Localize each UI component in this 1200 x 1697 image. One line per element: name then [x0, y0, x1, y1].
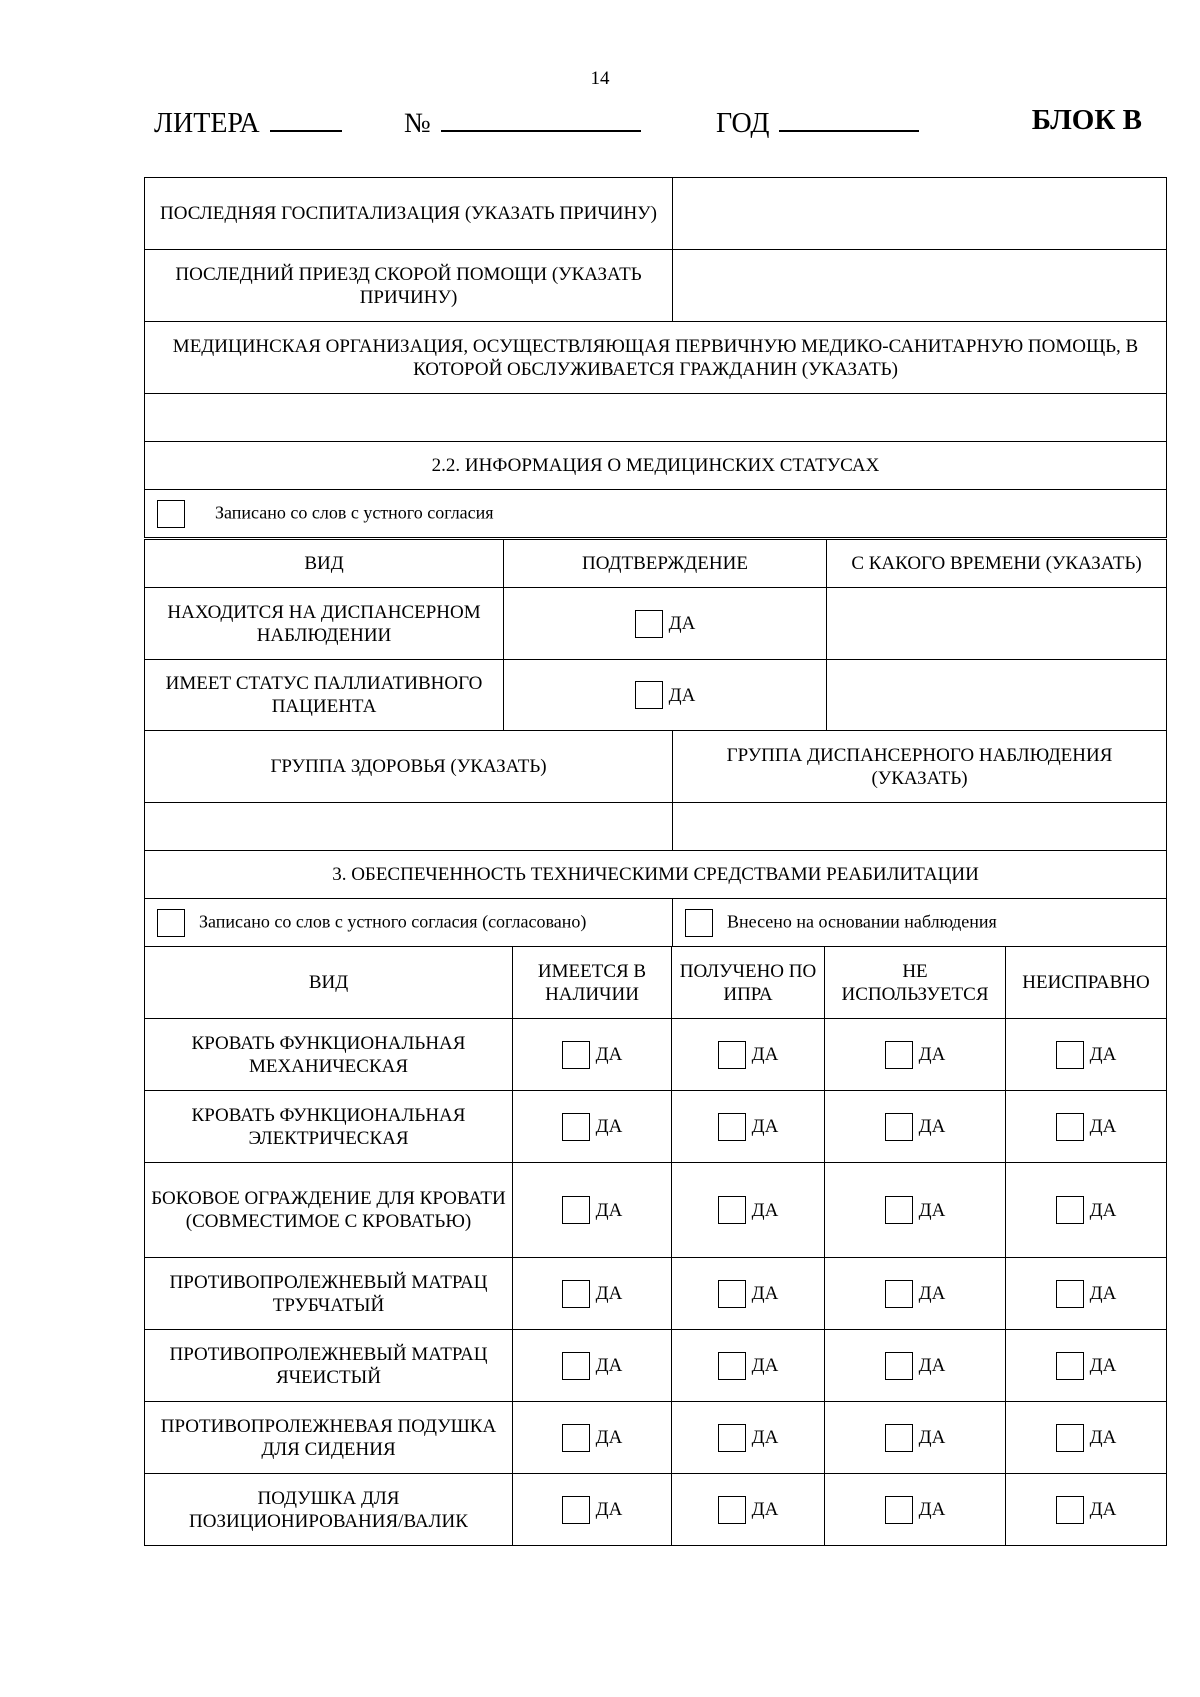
yes-label: ДА	[751, 1283, 779, 1304]
broken-cell	[1006, 1402, 1167, 1474]
status-yes-label: ДА	[668, 684, 696, 706]
status-yes-label: ДА	[668, 613, 696, 634]
number-label: №	[404, 108, 431, 139]
groups-table	[144, 730, 1167, 947]
rehab-item-label: ПРОТИВОПРОЛЕЖНЕВЫЙ МАТРАЦ ТРУБЧАТЫЙ	[145, 1258, 513, 1330]
unused-checkbox[interactable]	[885, 1196, 913, 1224]
received-checkbox[interactable]	[718, 1424, 746, 1452]
unused-cell	[825, 1019, 1006, 1091]
medical-consent-label: Записано со слов с устного согласия	[215, 501, 494, 522]
litera-input[interactable]	[270, 104, 342, 132]
available-cell	[513, 1402, 672, 1474]
last-ambulance-input[interactable]	[673, 250, 1167, 322]
rehab-observation-cell	[673, 899, 1167, 947]
yes-label: ДА	[918, 1199, 946, 1221]
received-cell	[672, 1402, 825, 1474]
received-cell	[672, 1330, 825, 1402]
dispensary-group-input[interactable]	[673, 803, 1167, 851]
broken-cell	[1006, 1091, 1167, 1163]
available-cell	[513, 1019, 672, 1091]
received-checkbox[interactable]	[718, 1041, 746, 1069]
yes-label: ДА	[918, 1355, 946, 1376]
broken-checkbox[interactable]	[1056, 1280, 1084, 1308]
yes-label: ДА	[1089, 1199, 1117, 1221]
rehab-observation-checkbox[interactable]	[685, 909, 713, 937]
rehab-item-label: БОКОВОЕ ОГРАЖДЕНИЕ ДЛЯ КРОВАТИ (СОВМЕСТИМОЕ С КРОВАТЬЮ)	[145, 1163, 513, 1258]
yes-label: ДА	[751, 1427, 779, 1448]
yes-label: ДА	[918, 1116, 946, 1137]
yes-label: ДА	[751, 1199, 779, 1221]
broken-checkbox[interactable]	[1056, 1041, 1084, 1069]
yes-label: ДА	[751, 1044, 779, 1065]
yes-label: ДА	[751, 1355, 779, 1376]
last-ambulance-label: ПОСЛЕДНИЙ ПРИЕЗД СКОРОЙ ПОМОЩИ (УКАЗАТЬ ПРИЧИНУ)	[145, 250, 673, 322]
yes-label: ДА	[918, 1427, 946, 1448]
broken-checkbox[interactable]	[1056, 1352, 1084, 1380]
broken-cell	[1006, 1474, 1167, 1546]
available-checkbox[interactable]	[562, 1424, 590, 1452]
available-checkbox[interactable]	[562, 1041, 590, 1069]
yes-label: ДА	[595, 1499, 623, 1520]
rehab-item-label: КРОВАТЬ ФУНКЦИОНАЛЬНАЯ МЕХАНИЧЕСКАЯ	[145, 1019, 513, 1091]
status-row-label: НАХОДИТСЯ НА ДИСПАНСЕРНОМ НАБЛЮДЕНИИ	[145, 588, 504, 660]
available-cell	[513, 1474, 672, 1546]
received-checkbox[interactable]	[718, 1113, 746, 1141]
rehab-item-label: КРОВАТЬ ФУНКЦИОНАЛЬНАЯ ЭЛЕКТРИЧЕСКАЯ	[145, 1091, 513, 1163]
unused-cell	[825, 1091, 1006, 1163]
section-22-title: 2.2. ИНФОРМАЦИЯ О МЕДИЦИНСКИХ СТАТУСАХ	[145, 442, 1167, 490]
rehab-consent-checkbox[interactable]	[157, 909, 185, 937]
yes-label: ДА	[918, 1283, 946, 1304]
yes-label: ДА	[918, 1044, 946, 1065]
unused-checkbox[interactable]	[885, 1352, 913, 1380]
available-checkbox[interactable]	[562, 1113, 590, 1141]
number-field	[404, 104, 641, 140]
status-row-confirm	[504, 660, 827, 731]
yes-label: ДА	[1089, 1044, 1117, 1065]
status-since-input[interactable]	[827, 588, 1167, 660]
block-title: БЛОК В	[1031, 104, 1142, 136]
status-yes-checkbox[interactable]	[635, 610, 663, 638]
yes-label: ДА	[1089, 1116, 1117, 1137]
section-3-title: 3. ОБЕСПЕЧЕННОСТЬ ТЕХНИЧЕСКИМИ СРЕДСТВАМИ РЕАБИЛИТАЦИИ	[145, 851, 1167, 899]
available-cell	[513, 1258, 672, 1330]
last-hospitalization-label: ПОСЛЕДНЯЯ ГОСПИТАЛИЗАЦИЯ (УКАЗАТЬ ПРИЧИНУ)	[145, 178, 673, 250]
rehab-col-available: ИМЕЕТСЯ В НАЛИЧИИ	[513, 947, 672, 1019]
status-row-label: ИМЕЕТ СТАТУС ПАЛЛИАТИВНОГО ПАЦИЕНТА	[145, 660, 504, 731]
rehab-col-type: ВИД	[145, 947, 513, 1019]
status-row-confirm	[504, 588, 827, 660]
received-checkbox[interactable]	[718, 1352, 746, 1380]
dispensary-group-label: ГРУППА ДИСПАНСЕРНОГО НАБЛЮДЕНИЯ (УКАЗАТЬ)	[673, 731, 1167, 803]
rehab-item-label: ПОДУШКА ДЛЯ ПОЗИЦИОНИРОВАНИЯ/ВАЛИК	[145, 1474, 513, 1546]
available-checkbox[interactable]	[562, 1496, 590, 1524]
available-checkbox[interactable]	[562, 1280, 590, 1308]
broken-cell	[1006, 1019, 1167, 1091]
yes-label: ДА	[595, 1044, 623, 1065]
broken-checkbox[interactable]	[1056, 1496, 1084, 1524]
medical-consent-row	[145, 490, 1167, 538]
yes-label: ДА	[1089, 1427, 1117, 1448]
available-cell	[513, 1091, 672, 1163]
yes-label: ДА	[595, 1283, 623, 1304]
unused-checkbox[interactable]	[885, 1280, 913, 1308]
unused-checkbox[interactable]	[885, 1041, 913, 1069]
available-cell	[513, 1330, 672, 1402]
received-checkbox[interactable]	[718, 1196, 746, 1224]
yes-label: ДА	[595, 1427, 623, 1448]
medical-status-table	[144, 539, 1167, 731]
broken-cell	[1006, 1330, 1167, 1402]
rehab-item-label: ПРОТИВОПРОЛЕЖНЕВАЯ ПОДУШКА ДЛЯ СИДЕНИЯ	[145, 1402, 513, 1474]
rehab-col-received: ПОЛУЧЕНО ПО ИПРА	[672, 947, 825, 1019]
yes-label: ДА	[751, 1499, 779, 1520]
medical-consent-checkbox[interactable]	[157, 500, 185, 528]
rehab-observation-label: Внесено на основании наблюдения	[727, 910, 997, 931]
page-number: 14	[590, 68, 610, 89]
available-checkbox[interactable]	[562, 1352, 590, 1380]
received-cell	[672, 1163, 825, 1258]
medical-org-label: МЕДИЦИНСКАЯ ОРГАНИЗАЦИЯ, ОСУЩЕСТВЛЯЮЩАЯ ПЕРВИЧНУЮ МЕДИКО-САНИТАРНУЮ ПОМОЩЬ, В КОТОРОЙ ОБСЛУЖИВАЕТСЯ ГРАЖДАНИН (УКАЗАТЬ)	[145, 322, 1167, 394]
status-since-input[interactable]	[827, 660, 1167, 731]
yes-label: ДА	[1089, 1499, 1117, 1520]
number-input[interactable]	[441, 104, 641, 132]
received-cell	[672, 1258, 825, 1330]
rehab-item-label: ПРОТИВОПРОЛЕЖНЕВЫЙ МАТРАЦ ЯЧЕИСТЫЙ	[145, 1330, 513, 1402]
status-yes-checkbox[interactable]	[635, 681, 663, 709]
health-group-label: ГРУППА ЗДОРОВЬЯ (УКАЗАТЬ)	[145, 731, 673, 803]
unused-cell	[825, 1330, 1006, 1402]
received-cell	[672, 1091, 825, 1163]
year-input[interactable]	[779, 104, 919, 132]
received-checkbox[interactable]	[718, 1496, 746, 1524]
rehab-col-unused: НЕ ИСПОЛЬЗУЕТСЯ	[825, 947, 1006, 1019]
yes-label: ДА	[595, 1355, 623, 1376]
status-col-since: С КАКОГО ВРЕМЕНИ (УКАЗАТЬ)	[827, 540, 1167, 588]
broken-cell	[1006, 1163, 1167, 1258]
unused-cell	[825, 1402, 1006, 1474]
health-group-input[interactable]	[145, 803, 673, 851]
unused-checkbox[interactable]	[885, 1113, 913, 1141]
yes-label: ДА	[595, 1199, 623, 1221]
unused-checkbox[interactable]	[885, 1496, 913, 1524]
unused-cell	[825, 1474, 1006, 1546]
yes-label: ДА	[1089, 1283, 1117, 1304]
general-info-table	[144, 177, 1167, 538]
litera-label: ЛИТЕРА	[154, 108, 260, 139]
status-col-type: ВИД	[145, 540, 504, 588]
unused-cell	[825, 1163, 1006, 1258]
year-label: ГОД	[716, 108, 770, 139]
last-hospitalization-input[interactable]	[673, 178, 1167, 250]
received-checkbox[interactable]	[718, 1280, 746, 1308]
yes-label: ДА	[595, 1116, 623, 1137]
unused-checkbox[interactable]	[885, 1424, 913, 1452]
broken-checkbox[interactable]	[1056, 1113, 1084, 1141]
rehab-consent-cell	[145, 899, 673, 947]
available-cell	[513, 1163, 672, 1258]
rehab-consent-label: Записано со слов с устного согласия (согласовано)	[199, 910, 587, 931]
received-cell	[672, 1019, 825, 1091]
yes-label: ДА	[751, 1116, 779, 1137]
yes-label: ДА	[1089, 1355, 1117, 1376]
rehab-equipment-table	[144, 946, 1167, 1546]
status-col-confirm: ПОДТВЕРЖДЕНИЕ	[504, 540, 827, 588]
litera-field	[154, 104, 342, 140]
medical-org-input[interactable]	[145, 394, 1167, 442]
broken-checkbox[interactable]	[1056, 1196, 1084, 1224]
year-field	[716, 104, 919, 140]
available-checkbox[interactable]	[562, 1196, 590, 1224]
broken-checkbox[interactable]	[1056, 1424, 1084, 1452]
unused-cell	[825, 1258, 1006, 1330]
yes-label: ДА	[918, 1499, 946, 1520]
rehab-col-broken: НЕИСПРАВНО	[1006, 947, 1167, 1019]
broken-cell	[1006, 1258, 1167, 1330]
received-cell	[672, 1474, 825, 1546]
